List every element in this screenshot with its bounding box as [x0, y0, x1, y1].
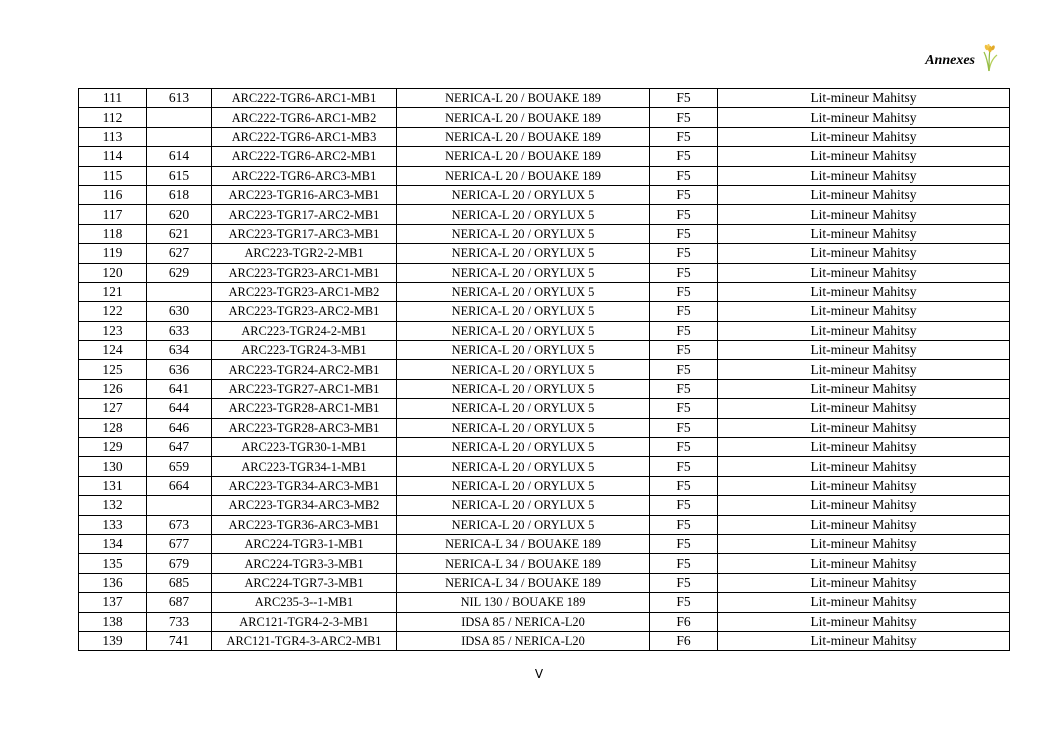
cell-number: 123 — [79, 321, 147, 340]
cell-number: 112 — [79, 108, 147, 127]
cell-number: 127 — [79, 399, 147, 418]
cell-cross: NIL 130 / BOUAKE 189 — [397, 593, 650, 612]
cell-code: 618 — [147, 185, 212, 204]
cell-site: Lit-mineur Mahitsy — [718, 631, 1010, 650]
cell-line-name: ARC223-TGR23-ARC2-MB1 — [212, 302, 397, 321]
cell-number: 122 — [79, 302, 147, 321]
cell-generation: F5 — [650, 127, 718, 146]
cell-line-name: ARC223-TGR23-ARC1-MB2 — [212, 282, 397, 301]
cell-number: 133 — [79, 515, 147, 534]
table-row — [79, 457, 1010, 476]
cell-generation: F5 — [650, 185, 718, 204]
cell-generation: F5 — [650, 147, 718, 166]
table-body — [79, 89, 1010, 651]
cell-cross: NERICA-L 20 / ORYLUX 5 — [397, 418, 650, 437]
table-row — [79, 282, 1010, 301]
cell-code: 614 — [147, 147, 212, 166]
cell-number: 135 — [79, 554, 147, 573]
cell-generation: F5 — [650, 205, 718, 224]
cell-code — [147, 127, 212, 146]
cell-cross: NERICA-L 20 / ORYLUX 5 — [397, 360, 650, 379]
cell-site: Lit-mineur Mahitsy — [718, 379, 1010, 398]
cell-site: Lit-mineur Mahitsy — [718, 263, 1010, 282]
cell-site: Lit-mineur Mahitsy — [718, 127, 1010, 146]
cell-site: Lit-mineur Mahitsy — [718, 108, 1010, 127]
cell-cross: NERICA-L 20 / ORYLUX 5 — [397, 321, 650, 340]
cell-cross: NERICA-L 20 / BOUAKE 189 — [397, 108, 650, 127]
cell-cross: NERICA-L 20 / ORYLUX 5 — [397, 399, 650, 418]
cell-cross: NERICA-L 20 / ORYLUX 5 — [397, 224, 650, 243]
cell-site: Lit-mineur Mahitsy — [718, 321, 1010, 340]
cell-number: 137 — [79, 593, 147, 612]
table-row — [79, 360, 1010, 379]
table-row — [79, 302, 1010, 321]
cell-generation: F5 — [650, 534, 718, 553]
cell-cross: NERICA-L 20 / ORYLUX 5 — [397, 457, 650, 476]
cell-line-name: ARC223-TGR28-ARC3-MB1 — [212, 418, 397, 437]
cell-code: 646 — [147, 418, 212, 437]
table-row — [79, 166, 1010, 185]
cell-code: 615 — [147, 166, 212, 185]
cell-generation: F5 — [650, 89, 718, 108]
cell-generation: F5 — [650, 341, 718, 360]
cell-generation: F5 — [650, 515, 718, 534]
cell-number: 119 — [79, 244, 147, 263]
cell-cross: NERICA-L 20 / BOUAKE 189 — [397, 147, 650, 166]
table-row — [79, 89, 1010, 108]
cell-code — [147, 282, 212, 301]
cell-generation: F5 — [650, 399, 718, 418]
cell-cross: NERICA-L 20 / ORYLUX 5 — [397, 205, 650, 224]
cell-number: 120 — [79, 263, 147, 282]
cell-generation: F5 — [650, 224, 718, 243]
cell-number: 121 — [79, 282, 147, 301]
cell-site: Lit-mineur Mahitsy — [718, 418, 1010, 437]
table-row — [79, 515, 1010, 534]
cell-site: Lit-mineur Mahitsy — [718, 554, 1010, 573]
cell-site: Lit-mineur Mahitsy — [718, 224, 1010, 243]
cell-code: 629 — [147, 263, 212, 282]
cell-code: 633 — [147, 321, 212, 340]
cell-generation: F5 — [650, 263, 718, 282]
cell-code: 644 — [147, 399, 212, 418]
cell-code: 620 — [147, 205, 212, 224]
table-row — [79, 108, 1010, 127]
cell-code: 685 — [147, 573, 212, 592]
cell-line-name: ARC222-TGR6-ARC1-MB3 — [212, 127, 397, 146]
cell-generation: F6 — [650, 612, 718, 631]
table-row — [79, 534, 1010, 553]
cell-generation: F5 — [650, 418, 718, 437]
cell-line-name: ARC224-TGR3-1-MB1 — [212, 534, 397, 553]
cell-number: 136 — [79, 573, 147, 592]
cell-generation: F5 — [650, 302, 718, 321]
table-row — [79, 593, 1010, 612]
cell-generation: F5 — [650, 593, 718, 612]
table-row — [79, 631, 1010, 650]
cell-site: Lit-mineur Mahitsy — [718, 476, 1010, 495]
table-row — [79, 476, 1010, 495]
cell-site: Lit-mineur Mahitsy — [718, 147, 1010, 166]
cell-generation: F5 — [650, 244, 718, 263]
cell-code: 621 — [147, 224, 212, 243]
cell-cross: NERICA-L 34 / BOUAKE 189 — [397, 554, 650, 573]
cell-site: Lit-mineur Mahitsy — [718, 438, 1010, 457]
cell-generation: F5 — [650, 457, 718, 476]
cell-site: Lit-mineur Mahitsy — [718, 612, 1010, 631]
cell-line-name: ARC223-TGR24-2-MB1 — [212, 321, 397, 340]
cell-line-name: ARC223-TGR23-ARC1-MB1 — [212, 263, 397, 282]
page-number: V — [534, 667, 544, 681]
cell-line-name: ARC121-TGR4-3-ARC2-MB1 — [212, 631, 397, 650]
cell-generation: F5 — [650, 554, 718, 573]
cell-site: Lit-mineur Mahitsy — [718, 515, 1010, 534]
cell-code: 613 — [147, 89, 212, 108]
cell-site: Lit-mineur Mahitsy — [718, 534, 1010, 553]
cell-line-name: ARC223-TGR17-ARC2-MB1 — [212, 205, 397, 224]
cell-site: Lit-mineur Mahitsy — [718, 166, 1010, 185]
cell-number: 118 — [79, 224, 147, 243]
cell-site: Lit-mineur Mahitsy — [718, 360, 1010, 379]
table-row — [79, 224, 1010, 243]
cell-site: Lit-mineur Mahitsy — [718, 302, 1010, 321]
cell-code: 634 — [147, 341, 212, 360]
table-row — [79, 496, 1010, 515]
cell-number: 134 — [79, 534, 147, 553]
cell-line-name: ARC235-3--1-MB1 — [212, 593, 397, 612]
table-row — [79, 185, 1010, 204]
cell-line-name: ARC223-TGR34-ARC3-MB1 — [212, 476, 397, 495]
cell-line-name: ARC223-TGR24-ARC2-MB1 — [212, 360, 397, 379]
cell-site: Lit-mineur Mahitsy — [718, 282, 1010, 301]
table-row — [79, 379, 1010, 398]
cell-code: 630 — [147, 302, 212, 321]
cell-line-name: ARC223-TGR34-1-MB1 — [212, 457, 397, 476]
cell-number: 111 — [79, 89, 147, 108]
cell-cross: IDSA 85 / NERICA-L20 — [397, 631, 650, 650]
cell-line-name: ARC223-TGR2-2-MB1 — [212, 244, 397, 263]
cell-cross: NERICA-L 20 / ORYLUX 5 — [397, 302, 650, 321]
cell-line-name: ARC222-TGR6-ARC1-MB2 — [212, 108, 397, 127]
cell-code: 677 — [147, 534, 212, 553]
cell-generation: F5 — [650, 282, 718, 301]
cell-site: Lit-mineur Mahitsy — [718, 244, 1010, 263]
cell-number: 117 — [79, 205, 147, 224]
rice-plant-icon — [977, 44, 1001, 72]
cell-site: Lit-mineur Mahitsy — [718, 399, 1010, 418]
cell-cross: NERICA-L 20 / ORYLUX 5 — [397, 515, 650, 534]
cell-site: Lit-mineur Mahitsy — [718, 89, 1010, 108]
cell-code: 641 — [147, 379, 212, 398]
germplasm-table — [78, 88, 1010, 651]
table-row — [79, 573, 1010, 592]
cell-line-name: ARC222-TGR6-ARC3-MB1 — [212, 166, 397, 185]
cell-code: 673 — [147, 515, 212, 534]
cell-code: 647 — [147, 438, 212, 457]
cell-site: Lit-mineur Mahitsy — [718, 496, 1010, 515]
cell-code: 733 — [147, 612, 212, 631]
cell-cross: IDSA 85 / NERICA-L20 — [397, 612, 650, 631]
table-row — [79, 341, 1010, 360]
cell-generation: F5 — [650, 379, 718, 398]
cell-line-name: ARC222-TGR6-ARC2-MB1 — [212, 147, 397, 166]
cell-site: Lit-mineur Mahitsy — [718, 593, 1010, 612]
cell-number: 113 — [79, 127, 147, 146]
cell-code: 687 — [147, 593, 212, 612]
table-row — [79, 205, 1010, 224]
cell-generation: F5 — [650, 321, 718, 340]
cell-cross: NERICA-L 20 / BOUAKE 189 — [397, 166, 650, 185]
cell-generation: F5 — [650, 438, 718, 457]
cell-line-name: ARC223-TGR34-ARC3-MB2 — [212, 496, 397, 515]
cell-line-name: ARC223-TGR17-ARC3-MB1 — [212, 224, 397, 243]
cell-number: 116 — [79, 185, 147, 204]
cell-line-name: ARC224-TGR7-3-MB1 — [212, 573, 397, 592]
cell-code: 627 — [147, 244, 212, 263]
cell-cross: NERICA-L 20 / ORYLUX 5 — [397, 496, 650, 515]
table-row — [79, 418, 1010, 437]
cell-number: 132 — [79, 496, 147, 515]
cell-generation: F5 — [650, 476, 718, 495]
cell-number: 129 — [79, 438, 147, 457]
cell-line-name: ARC223-TGR30-1-MB1 — [212, 438, 397, 457]
table-row — [79, 321, 1010, 340]
cell-number: 124 — [79, 341, 147, 360]
cell-code: 664 — [147, 476, 212, 495]
cell-code — [147, 108, 212, 127]
cell-cross: NERICA-L 34 / BOUAKE 189 — [397, 534, 650, 553]
cell-site: Lit-mineur Mahitsy — [718, 341, 1010, 360]
table-row — [79, 147, 1010, 166]
cell-generation: F5 — [650, 496, 718, 515]
cell-line-name: ARC223-TGR27-ARC1-MB1 — [212, 379, 397, 398]
page-header — [925, 44, 1001, 72]
cell-code — [147, 496, 212, 515]
cell-generation: F5 — [650, 573, 718, 592]
cell-generation: F6 — [650, 631, 718, 650]
table-row — [79, 438, 1010, 457]
cell-code: 679 — [147, 554, 212, 573]
cell-number: 131 — [79, 476, 147, 495]
cell-generation: F5 — [650, 360, 718, 379]
table-row — [79, 399, 1010, 418]
cell-cross: NERICA-L 34 / BOUAKE 189 — [397, 573, 650, 592]
cell-cross: NERICA-L 20 / ORYLUX 5 — [397, 379, 650, 398]
cell-line-name: ARC121-TGR4-2-3-MB1 — [212, 612, 397, 631]
cell-line-name: ARC223-TGR36-ARC3-MB1 — [212, 515, 397, 534]
cell-line-name: ARC223-TGR28-ARC1-MB1 — [212, 399, 397, 418]
cell-line-name: ARC222-TGR6-ARC1-MB1 — [212, 89, 397, 108]
cell-cross: NERICA-L 20 / ORYLUX 5 — [397, 341, 650, 360]
cell-site: Lit-mineur Mahitsy — [718, 573, 1010, 592]
table-row — [79, 244, 1010, 263]
table-row — [79, 554, 1010, 573]
cell-code: 636 — [147, 360, 212, 379]
cell-cross: NERICA-L 20 / ORYLUX 5 — [397, 476, 650, 495]
cell-number: 126 — [79, 379, 147, 398]
cell-code: 741 — [147, 631, 212, 650]
cell-number: 125 — [79, 360, 147, 379]
cell-number: 115 — [79, 166, 147, 185]
cell-cross: NERICA-L 20 / ORYLUX 5 — [397, 438, 650, 457]
cell-number: 128 — [79, 418, 147, 437]
cell-number: 114 — [79, 147, 147, 166]
cell-generation: F5 — [650, 166, 718, 185]
cell-site: Lit-mineur Mahitsy — [718, 185, 1010, 204]
cell-site: Lit-mineur Mahitsy — [718, 457, 1010, 476]
cell-number: 139 — [79, 631, 147, 650]
table-row — [79, 263, 1010, 282]
header-title: Annexes — [925, 53, 975, 68]
cell-site: Lit-mineur Mahitsy — [718, 205, 1010, 224]
cell-cross: NERICA-L 20 / BOUAKE 189 — [397, 89, 650, 108]
table-row — [79, 127, 1010, 146]
cell-number: 138 — [79, 612, 147, 631]
cell-cross: NERICA-L 20 / ORYLUX 5 — [397, 282, 650, 301]
cell-cross: NERICA-L 20 / ORYLUX 5 — [397, 244, 650, 263]
cell-cross: NERICA-L 20 / BOUAKE 189 — [397, 127, 650, 146]
cell-code: 659 — [147, 457, 212, 476]
cell-cross: NERICA-L 20 / ORYLUX 5 — [397, 263, 650, 282]
cell-line-name: ARC224-TGR3-3-MB1 — [212, 554, 397, 573]
cell-cross: NERICA-L 20 / ORYLUX 5 — [397, 185, 650, 204]
table-row — [79, 612, 1010, 631]
cell-line-name: ARC223-TGR16-ARC3-MB1 — [212, 185, 397, 204]
cell-line-name: ARC223-TGR24-3-MB1 — [212, 341, 397, 360]
cell-number: 130 — [79, 457, 147, 476]
cell-generation: F5 — [650, 108, 718, 127]
